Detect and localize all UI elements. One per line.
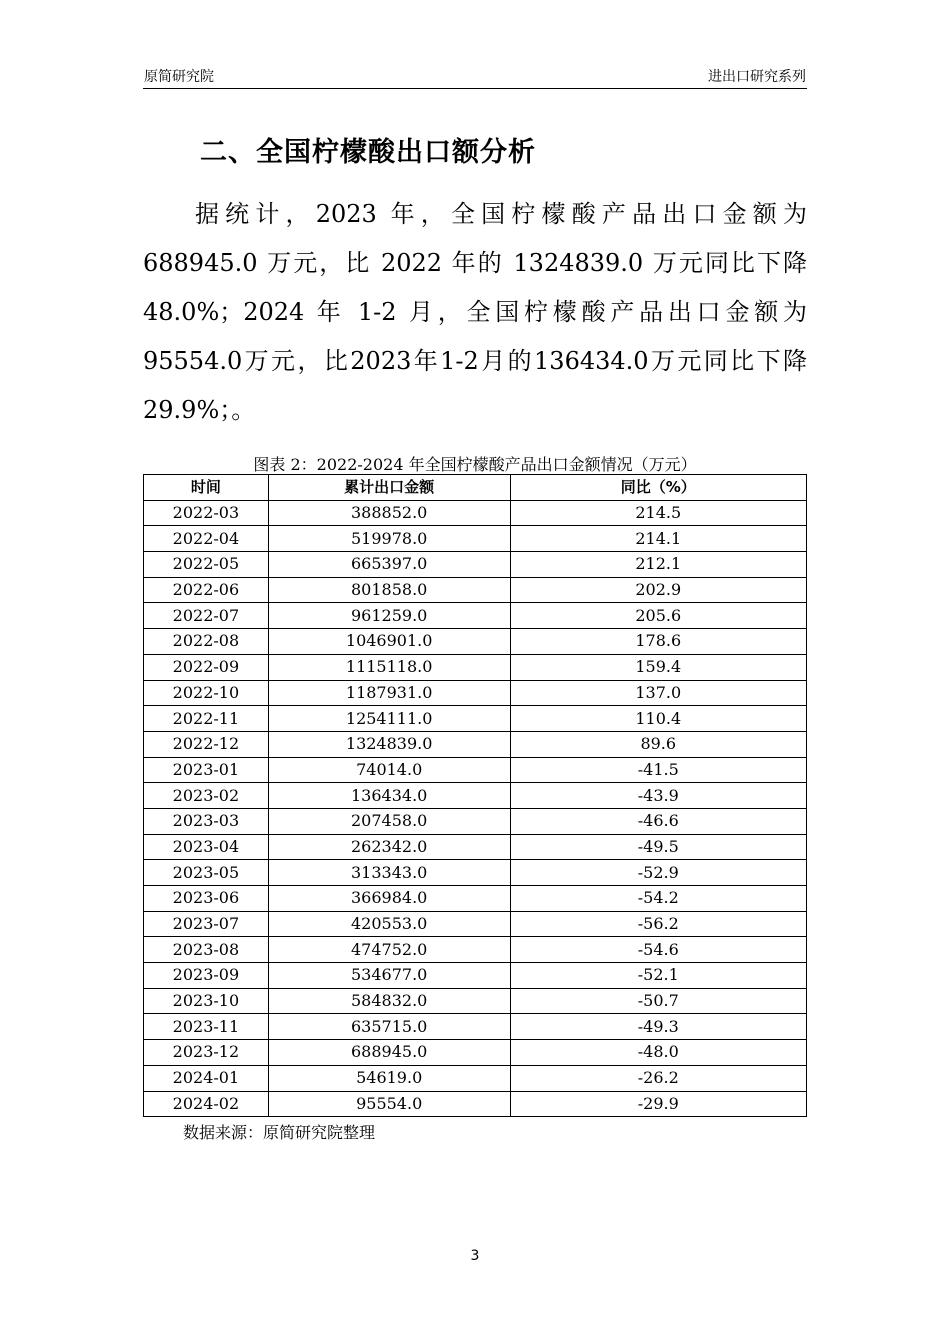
header-series-name: 进出口研究系列	[708, 69, 806, 85]
cell-yoy: -52.1	[510, 963, 807, 989]
cell-yoy: 202.9	[510, 577, 807, 603]
section-heading: 二、全国柠檬酸出口额分析	[200, 137, 536, 168]
cell-time: 2022-12	[144, 731, 269, 757]
cell-cumulative-export: 420553.0	[268, 911, 510, 937]
cell-yoy: -41.5	[510, 757, 807, 783]
cell-time: 2022-10	[144, 680, 269, 706]
cell-yoy: -49.5	[510, 834, 807, 860]
table-row	[144, 603, 807, 629]
paragraph-line: 688945.0 万元，比 2022 年的 1324839.0 万元同比下降	[143, 249, 807, 277]
paragraph-line: 48.0%；2024 年 1-2 月，全国柠檬酸产品出口金额为	[143, 298, 807, 326]
cell-cumulative-export: 635715.0	[268, 1014, 510, 1040]
cell-yoy: 205.6	[510, 603, 807, 629]
cell-cumulative-export: 388852.0	[268, 500, 510, 526]
cell-time: 2023-08	[144, 937, 269, 963]
cell-cumulative-export: 74014.0	[268, 757, 510, 783]
cell-time: 2022-06	[144, 577, 269, 603]
table-row	[144, 886, 807, 912]
cell-cumulative-export: 313343.0	[268, 860, 510, 886]
cell-yoy: -43.9	[510, 783, 807, 809]
page-number: 3	[470, 1248, 480, 1264]
table-row	[144, 552, 807, 578]
cell-cumulative-export: 262342.0	[268, 834, 510, 860]
cell-yoy: -48.0	[510, 1040, 807, 1066]
cell-cumulative-export: 207458.0	[268, 808, 510, 834]
cell-time: 2023-04	[144, 834, 269, 860]
cell-cumulative-export: 1187931.0	[268, 680, 510, 706]
paragraph-line: 据统计，2023 年，全国柠檬酸产品出口金额为	[195, 200, 807, 228]
data-source-note: 数据来源：原简研究院整理	[183, 1123, 376, 1142]
cell-time: 2023-07	[144, 911, 269, 937]
table-row	[144, 654, 807, 680]
cell-time: 2023-10	[144, 988, 269, 1014]
table-row	[144, 834, 807, 860]
cell-yoy: -56.2	[510, 911, 807, 937]
cell-time: 2022-03	[144, 500, 269, 526]
cell-cumulative-export: 54619.0	[268, 1065, 510, 1091]
table-row	[144, 577, 807, 603]
cell-cumulative-export: 136434.0	[268, 783, 510, 809]
cell-yoy: -54.2	[510, 886, 807, 912]
cell-cumulative-export: 801858.0	[268, 577, 510, 603]
cell-yoy: -52.9	[510, 860, 807, 886]
cell-yoy: -54.6	[510, 937, 807, 963]
table-row	[144, 731, 807, 757]
cell-yoy: -49.3	[510, 1014, 807, 1040]
paragraph-line: 29.9%；。	[143, 396, 256, 424]
table-row	[144, 860, 807, 886]
cell-time: 2022-09	[144, 654, 269, 680]
cell-yoy: 214.1	[510, 526, 807, 552]
cell-time: 2023-12	[144, 1040, 269, 1066]
paragraph-line: 95554.0万元，比2023年1-2月的136434.0万元同比下降	[143, 347, 807, 375]
cell-time: 2022-05	[144, 552, 269, 578]
table-row	[144, 1091, 807, 1117]
cell-cumulative-export: 95554.0	[268, 1091, 510, 1117]
cell-time: 2023-02	[144, 783, 269, 809]
cell-time: 2024-02	[144, 1091, 269, 1117]
table-row	[144, 988, 807, 1014]
cell-cumulative-export: 961259.0	[268, 603, 510, 629]
table-row	[144, 937, 807, 963]
cell-cumulative-export: 1254111.0	[268, 706, 510, 732]
cell-yoy: 212.1	[510, 552, 807, 578]
table-row	[144, 808, 807, 834]
header-org-name: 原简研究院	[144, 69, 214, 85]
table-row	[144, 1040, 807, 1066]
table-row	[144, 680, 807, 706]
cell-cumulative-export: 474752.0	[268, 937, 510, 963]
export-data-table	[143, 474, 807, 1117]
column-header-time: 时间	[144, 475, 269, 501]
cell-time: 2022-04	[144, 526, 269, 552]
cell-time: 2022-08	[144, 629, 269, 655]
cell-time: 2023-03	[144, 808, 269, 834]
cell-cumulative-export: 1115118.0	[268, 654, 510, 680]
column-header-yoy: 同比（%）	[510, 475, 807, 501]
cell-time: 2023-06	[144, 886, 269, 912]
cell-time: 2024-01	[144, 1065, 269, 1091]
table-row	[144, 1065, 807, 1091]
cell-cumulative-export: 1046901.0	[268, 629, 510, 655]
cell-yoy: -29.9	[510, 1091, 807, 1117]
cell-yoy: -50.7	[510, 988, 807, 1014]
table-row	[144, 526, 807, 552]
table-row	[144, 757, 807, 783]
body-paragraph	[143, 190, 807, 435]
cell-yoy: 137.0	[510, 680, 807, 706]
cell-time: 2023-09	[144, 963, 269, 989]
cell-yoy: 214.5	[510, 500, 807, 526]
cell-yoy: -26.2	[510, 1065, 807, 1091]
cell-yoy: 178.6	[510, 629, 807, 655]
cell-time: 2023-11	[144, 1014, 269, 1040]
cell-cumulative-export: 584832.0	[268, 988, 510, 1014]
table-row	[144, 706, 807, 732]
cell-time: 2023-01	[144, 757, 269, 783]
table-caption: 图表 2：2022-2024 年全国柠檬酸产品出口金额情况（万元）	[253, 455, 697, 474]
table-row	[144, 500, 807, 526]
cell-yoy: 159.4	[510, 654, 807, 680]
cell-cumulative-export: 534677.0	[268, 963, 510, 989]
table-header-row	[144, 475, 807, 501]
cell-yoy: 89.6	[510, 731, 807, 757]
cell-cumulative-export: 688945.0	[268, 1040, 510, 1066]
cell-time: 2023-05	[144, 860, 269, 886]
table-row	[144, 1014, 807, 1040]
header-divider	[143, 88, 807, 89]
cell-cumulative-export: 366984.0	[268, 886, 510, 912]
table-row	[144, 783, 807, 809]
cell-yoy: -46.6	[510, 808, 807, 834]
cell-time: 2022-07	[144, 603, 269, 629]
cell-yoy: 110.4	[510, 706, 807, 732]
cell-cumulative-export: 1324839.0	[268, 731, 510, 757]
cell-time: 2022-11	[144, 706, 269, 732]
table-row	[144, 911, 807, 937]
table-row	[144, 629, 807, 655]
table-row	[144, 963, 807, 989]
column-header-cumulative-export: 累计出口金额	[268, 475, 510, 501]
cell-cumulative-export: 665397.0	[268, 552, 510, 578]
cell-cumulative-export: 519978.0	[268, 526, 510, 552]
